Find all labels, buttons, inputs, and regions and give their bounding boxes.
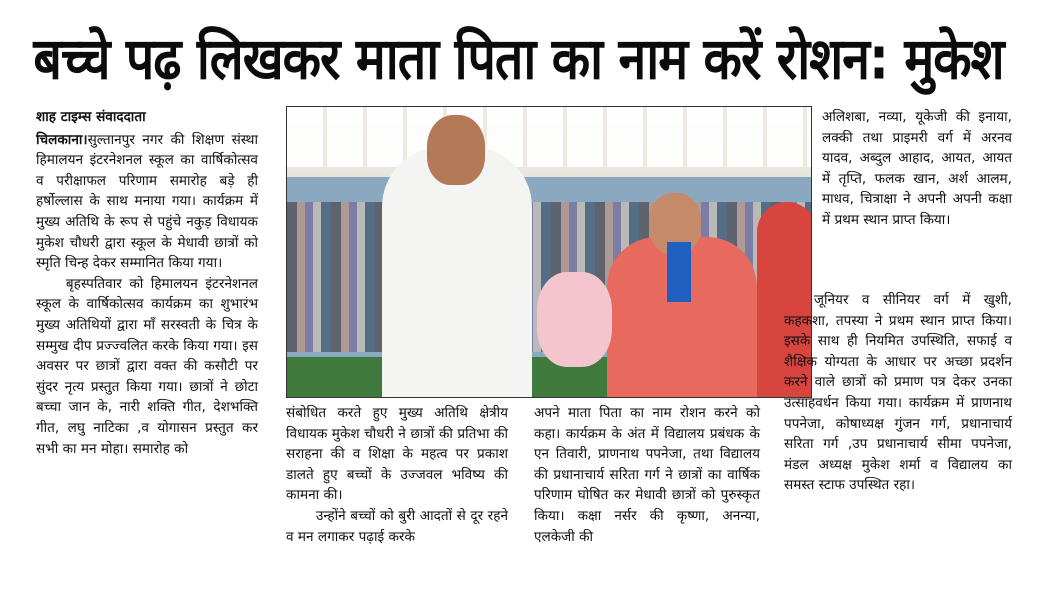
column-4-bottom	[784, 290, 1012, 496]
col1-para-1: चिलकाना।सुल्तानपुर नगर की शिक्षण संस्था हिमालयन इंटरनेशनल स्कूल का वार्षिकोत्सव व परीक्षाफल परिणाम समारोह बड़े ही हर्षोल्लास के साथ मनाया गया। कार्यक्रम में मुख्य अतिथि के रूप से पहुंचे नकुड़ विधायक मुकेश चौधरी द्वारा स्कूल के मेधावी छात्रों को स्मृति चिन्ह देकर सम्मानित किया गया।	[36, 131, 258, 272]
col1-para-2: बृहस्पतिवार को हिमालयन इंटरनेशनल स्कूल के वार्षिकोत्सव कार्यक्रम का शुभारंभ मुख्य अतिथियों द्वारा माँ सरस्वती के चित्र के सम्मुख दीप प्रज्ज्वलित करके किया गया। इस अवसर पर छात्रों द्वारा वक्त की कसौटी पर सुंदर नृत्य प्रस्तुत किया गया। छात्रों ने छोटा बच्चा जान के, नारी शक्ति गीत, देशभक्ति गीत, लघु नाटिका ,व योगासन प्रस्तुत कर सभी का मन मोहा। समारोह को	[36, 275, 258, 457]
column-2	[286, 403, 508, 547]
dateline: चिलकाना।	[36, 131, 88, 148]
column-3	[534, 403, 760, 547]
headline: बच्चे पढ़ लिखकर माता पिता का नाम करें रोशन: मुकेश	[33, 25, 1004, 93]
news-photo-icon	[286, 106, 812, 398]
col3-para-1: अपने माता पिता का नाम रोशन करने को कहा। कार्यक्रम के अंत में विद्यालय प्रबंधक के एन तिवारी, प्राणनाथ पपनेजा, तथा विद्यालय की प्रधानाचार्य सरिता गर्ग ने छात्रों का वार्षिक परिणाम घोषित कर मेधावी छात्रों को पुरुस्कृत किया। कक्षा नर्सर की कृष्णा, अनन्या, एलकेजी की	[534, 405, 760, 545]
col2-para-2: उन्होंने बच्चों को बुरी आदतों से दूर रहने व मन लगाकर पढ़ाई करके	[286, 507, 508, 545]
column-1	[36, 107, 258, 459]
column-4-top	[822, 107, 1012, 231]
byline: शाह टाइम्स संवाददाता	[36, 109, 146, 125]
col2-para-1: संबोधित करते हुए मुख्य अतिथि क्षेत्रीय विधायक मुकेश चौधरी ने छात्रों की प्रतिभा की सराहना की व शिक्षा के महत्व पर प्रकाश डालते हुए बच्चों के उज्जवल भविष्य की कामना की।	[286, 405, 508, 504]
col4-para-2: जूनियर व सीनियर वर्ग में खुशी, कहकशा, तपस्या ने प्रथम स्थान प्राप्त किया। इसके साथ ही नियमित उपस्थिति, सफाई व शैक्षिक योग्यता के आधार पर अच्छा प्रदर्शन करने वाले छात्रों को प्रमाण पत्र देकर उनका उत्साहवर्धन किया गया। कार्यक्रम में प्राणनाथ पपनेजा, कोषाध्यक्ष गुंजन गर्ग, प्रधानाचार्य सरिता गर्ग ,उप प्रधानाचार्य सीमा पपनेजा, मंडल अध्यक्ष मुकेश शर्मा व विद्यालय का समस्त स्टाफ उपस्थित रहा।	[784, 292, 1012, 494]
col4-para-1: अलिशबा, नव्या, यूकेजी की इनाया, लक्की तथा प्राइमरी वर्ग में अरनव यादव, अब्दुल आहाद, आयत, आयत में तृप्ति, फलक खान, अर्श आलम, माधव, चित्राक्षा ने अपनी अपनी कक्षा में प्रथम स्थान प्राप्त किया।	[822, 109, 1012, 228]
